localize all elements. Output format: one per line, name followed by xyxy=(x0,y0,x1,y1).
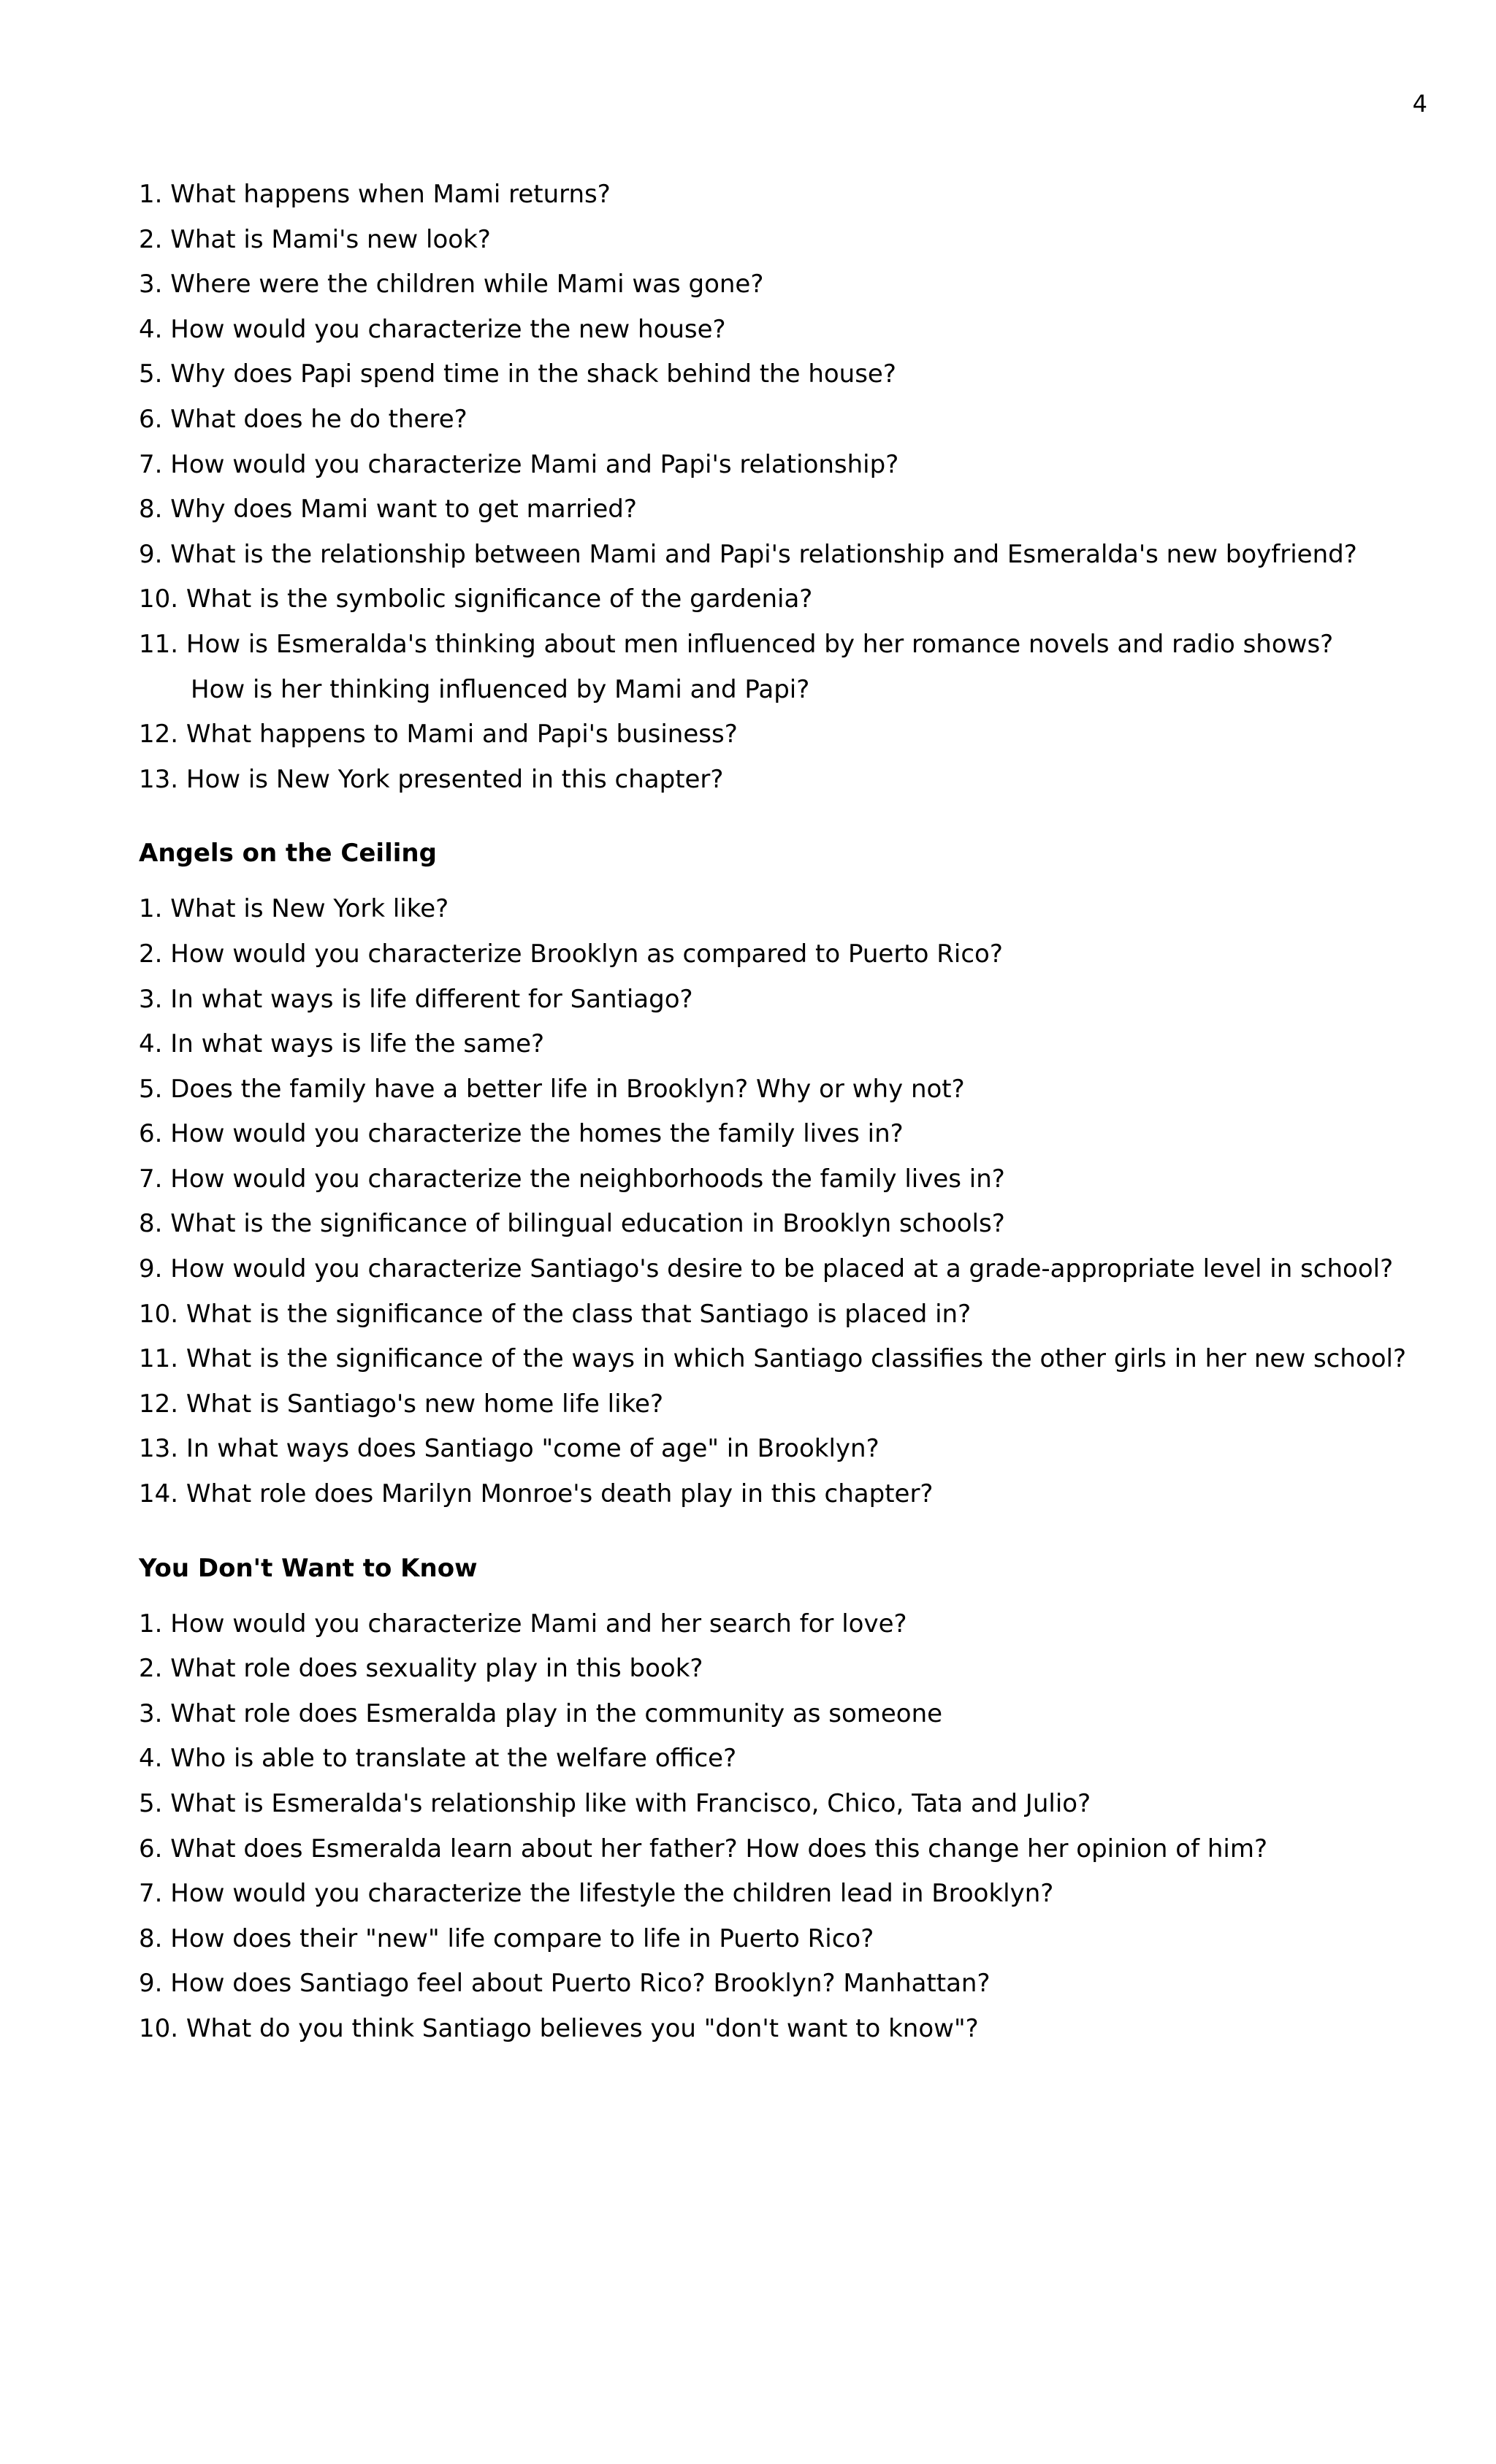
question-item: 7. How would you characterize the neighborhoods the family lives in? xyxy=(139,1164,1005,1194)
question-text: 5. Why does Papi spend time in the shack behind the house? xyxy=(139,359,896,389)
page-number: 4 xyxy=(1412,90,1427,118)
question-item: 3. What role does Esmeralda play in the community as someone xyxy=(139,1698,943,1728)
question-item xyxy=(139,397,1446,443)
question-text: 9. What is the relationship between Mami and Papi's relationship and Esmeralda's new boyfriend? xyxy=(139,539,1357,569)
question-text: 7. How would you characterize Mami and Papi's relationship? xyxy=(139,449,899,479)
question-text: 10. What is the symbolic significance of the gardenia? xyxy=(139,584,813,614)
question-item: 11. What is the significance of the ways in which Santiago classifies the other girls in her new school? xyxy=(139,1344,1406,1374)
question-item: 10. What do you think Santiago believes you "don't want to know"? xyxy=(139,2013,979,2043)
question-item xyxy=(139,172,1446,218)
question-item: 5. What is Esmeralda's relationship like with Francisco, Chico, Tata and Julio? xyxy=(139,1789,1091,1818)
question-item: 5. Does the family have a better life in Brooklyn? Why or why not? xyxy=(139,1074,965,1104)
intro-question-list xyxy=(139,172,1446,802)
question-item xyxy=(139,443,1446,488)
question-item: 10. What is the significance of the class that Santiago is placed in? xyxy=(139,1299,972,1329)
question-item: 4. In what ways is life the same? xyxy=(139,1029,545,1059)
question-item: 12. What is Santiago's new home life like? xyxy=(139,1389,664,1419)
section-question-list xyxy=(139,1602,1446,2052)
question-text: 2. What is Mami's new look? xyxy=(139,224,491,254)
question-continuation: How is her thinking influenced by Mami and Papi? xyxy=(191,674,810,704)
question-item xyxy=(139,577,1446,622)
section-heading: Angels on the Ceiling xyxy=(139,839,437,869)
question-item: 14. What role does Marilyn Monroe's death play in this chapter? xyxy=(139,1479,934,1509)
question-item: 6. How would you characterize the homes the family lives in? xyxy=(139,1119,904,1149)
question-text: 11. How is Esmeralda's thinking about men influenced by her romance novels and radio shows? xyxy=(139,629,1334,659)
question-item: 4. Who is able to translate at the welfare office? xyxy=(139,1744,737,1774)
section-question-list xyxy=(139,887,1446,1517)
question-item xyxy=(139,262,1446,308)
question-item xyxy=(139,218,1446,263)
question-text: 13. How is New York presented in this chapter? xyxy=(139,764,724,794)
section-heading: You Don't Want to Know xyxy=(139,1553,478,1583)
question-item: 9. How would you characterize Santiago's desire to be placed at a grade-appropriate level in school? xyxy=(139,1254,1394,1284)
question-item: 9. How does Santiago feel about Puerto Rico? Brooklyn? Manhattan? xyxy=(139,1969,991,1999)
question-item xyxy=(139,712,1446,758)
question-item xyxy=(139,758,1446,803)
document-body xyxy=(139,172,1446,2052)
question-item: 7. How would you characterize the lifestyle the children lead in Brooklyn? xyxy=(139,1879,1054,1909)
question-item: 8. How does their "new" life compare to life in Puerto Rico? xyxy=(139,1923,874,1953)
question-text: 12. What happens to Mami and Papi's business? xyxy=(139,720,738,750)
question-item xyxy=(139,308,1446,353)
question-item xyxy=(139,622,1446,712)
question-text: 8. Why does Mami want to get married? xyxy=(139,495,637,525)
question-item: 13. In what ways does Santiago "come of age" in Brooklyn? xyxy=(139,1434,879,1464)
question-item xyxy=(139,352,1446,397)
question-item: 3. In what ways is life different for Santiago? xyxy=(139,984,693,1014)
question-text: 4. How would you characterize the new house? xyxy=(139,314,726,344)
question-item: 2. What role does sexuality play in this book? xyxy=(139,1654,703,1684)
question-item xyxy=(139,533,1446,578)
question-item xyxy=(139,487,1446,533)
question-item: 1. What is New York like? xyxy=(139,894,449,924)
question-item: 6. What does Esmeralda learn about her father? How does this change her opinion of him? xyxy=(139,1834,1268,1864)
question-item: 8. What is the significance of bilingual education in Brooklyn schools? xyxy=(139,1209,1005,1239)
question-text: 3. Where were the children while Mami was gone? xyxy=(139,270,764,300)
question-item: 1. How would you characterize Mami and her search for love? xyxy=(139,1609,907,1639)
question-text: 6. What does he do there? xyxy=(139,404,468,434)
question-text: 1. What happens when Mami returns? xyxy=(139,180,611,209)
question-item: 2. How would you characterize Brooklyn as compared to Puerto Rico? xyxy=(139,939,1003,969)
